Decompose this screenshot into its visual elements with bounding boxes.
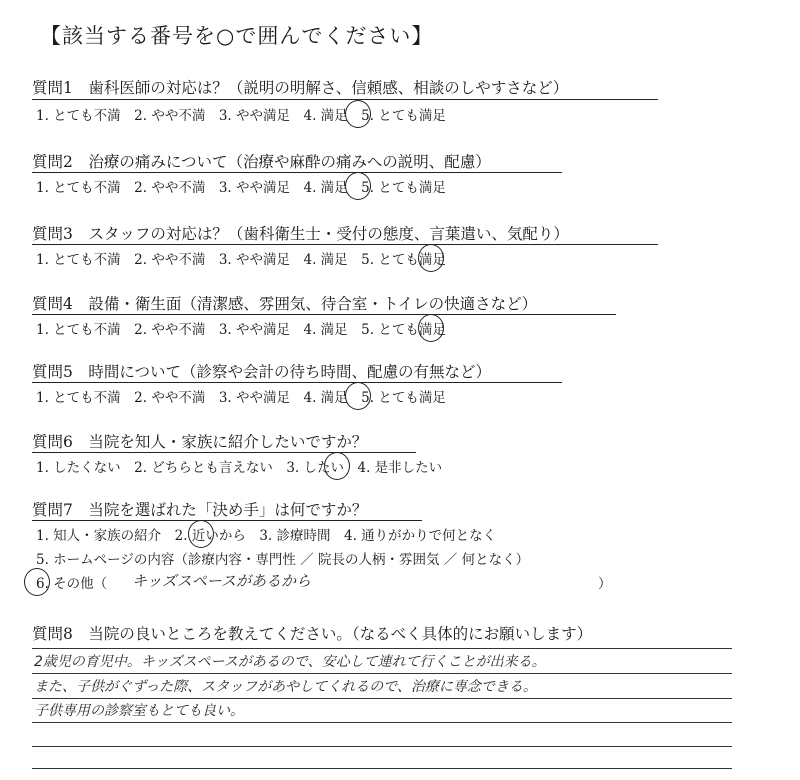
question-3-options: 1. とても不満 2. やや不満 3. やや満足 4. 満足 5. とても満足 [36, 252, 446, 268]
question-2-underline [32, 172, 562, 173]
question-7-other-prefix: 6. その他（ [36, 576, 108, 592]
answer-rule-3 [32, 698, 732, 699]
question-7-answer-circle-2[interactable] [188, 520, 214, 548]
answer-rule-5 [32, 746, 732, 747]
question-7-other-suffix: ） [598, 576, 612, 592]
question-7-options: 1. 知人・家族の紹介 2. 近いから 3. 診療時間 4. 通りがかりで何となく [36, 528, 497, 544]
answer-rule-4 [32, 722, 732, 723]
question-3-label: 質問3 スタッフの対応は？（歯科衛生士・受付の態度、言葉遣い、気配り） [32, 225, 569, 243]
question-4-label: 質問4 設備・衛生面（清潔感、雰囲気、待合室・トイレの快適さなど） [32, 295, 538, 313]
question-2-label: 質問2 治療の痛みについて（治療や麻酔の痛みへの説明、配慮） [32, 153, 491, 171]
question-7-other-answer[interactable]: キッズスペースがあるから [132, 572, 311, 590]
answer-rule-2 [32, 673, 732, 674]
question-1-label: 質問1 歯科医師の対応は？（説明の明解さ、信頼感、相談のしやすさなど） [32, 79, 569, 97]
question-5-options: 1. とても不満 2. やや不満 3. やや満足 4. 満足 5. とても満足 [36, 390, 446, 406]
question-6-underline [32, 452, 416, 453]
question-5-label: 質問5 時間について（診察や会計の待ち時間、配慮の有無など） [32, 363, 492, 381]
question-3-answer-circle[interactable] [418, 244, 444, 272]
question-7-label: 質問7 当院を選ばれた「決め手」は何ですか？ [32, 501, 368, 519]
answer-rule-1 [32, 648, 732, 649]
question-4-answer-circle[interactable] [418, 314, 444, 342]
page-title: 【該当する番号を○で囲んでください】 [40, 24, 434, 48]
question-1-answer-circle[interactable] [345, 100, 371, 128]
question-3-underline [32, 244, 658, 245]
question-8-label: 質問8 当院の良いところを教えてください。（なるべく具体的にお願いします） [32, 625, 593, 643]
question-2-options: 1. とても不満 2. やや不満 3. やや満足 4. 満足 5. とても満足 [36, 180, 446, 196]
question-7-answer-circle-6[interactable] [24, 568, 50, 596]
question-6-answer-circle[interactable] [324, 452, 350, 480]
question-8-answer-line-1[interactable]: 2歳児の育児中。キッズスペースがあるので、安心して連れて行くことが出来る。 [34, 654, 546, 670]
question-6-options: 1. したくない 2. どちらとも言えない 3. したい 4. 是非したい [36, 460, 443, 476]
question-4-underline [32, 314, 616, 315]
answer-rule-6 [32, 768, 732, 769]
question-5-underline [32, 382, 562, 383]
question-5-answer-circle[interactable] [345, 382, 371, 410]
question-1-options: 1. とても不満 2. やや不満 3. やや満足 4. 満足 5. とても満足 [36, 108, 446, 124]
question-2-answer-circle[interactable] [345, 172, 371, 200]
question-8-answer-line-2[interactable]: また、子供がぐずった際、スタッフがあやしてくれるので、治療に専念できる。 [34, 679, 537, 695]
question-4-options: 1. とても不満 2. やや不満 3. やや満足 4. 満足 5. とても満足 [36, 322, 446, 338]
question-1-underline [32, 99, 658, 100]
question-7-underline [32, 520, 422, 521]
question-8-answer-line-3[interactable]: 子供専用の診察室もとても良い。 [34, 703, 244, 719]
question-7-options-line2: 5. ホームページの内容（診療内容・専門性 ／ 院長の人柄・雰囲気 ／ 何となく） [36, 552, 530, 568]
question-6-label: 質問6 当院を知人・家族に紹介したいですか？ [32, 433, 368, 451]
